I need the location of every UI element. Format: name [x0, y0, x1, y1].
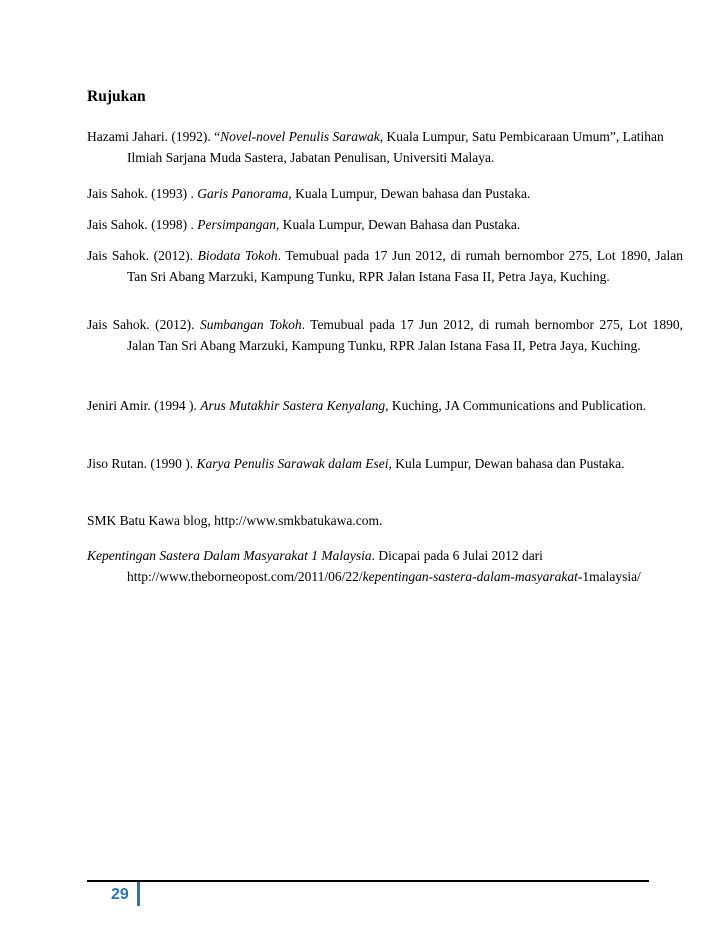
reference-title: Karya Penulis Sarawak dalam Esei: [196, 456, 389, 471]
reference-text: Jais Sahok. (1998) .: [87, 217, 198, 232]
footer-rule: [87, 880, 649, 882]
reference-title: Arus Mutakhir Sastera Kenyalang: [200, 398, 386, 413]
reference-entry-smk-blog: [87, 510, 683, 531]
reference-text: Hazami Jahari. (1992). “: [87, 129, 221, 144]
reference-title: Garis Panorama: [197, 186, 289, 201]
reference-text: Jais Sahok. (1993) .: [87, 186, 198, 201]
reference-entry-jeniri: [87, 395, 683, 416]
reference-entry-jais-2012-sumbangan: [87, 314, 683, 356]
reference-entry-jais-1998: [87, 214, 683, 235]
reference-text: . Temubual pada 17 Jun 2012, di rumah bernombor 275, Lot 1890, Jalan Tan Sri Abang Marzuki, Kampung Tunku, RPR Jalan Istana Fasa II, Petra Jaya, Kuching.: [127, 248, 683, 284]
reference-text: Jiso Rutan. (1990 ).: [87, 456, 197, 471]
reference-text: , Kula Lumpur, Dewan bahasa dan Pustaka.: [388, 456, 625, 471]
reference-title: Biodata Tokoh: [197, 248, 278, 263]
reference-url-italic: kepentingan-sastera-dalam-masyarakat-: [362, 569, 583, 584]
reference-entry-jais-1993: [87, 183, 683, 204]
reference-text: , Kuching, JA Communications and Publication.: [385, 398, 647, 413]
reference-text: . Dicapai pada 6 Julai 2012 dari http://www.theborneopost.com/2011/06/22/: [127, 548, 543, 584]
reference-title: Persimpangan,: [197, 217, 280, 232]
reference-text: Kuala Lumpur, Dewan Bahasa dan Pustaka.: [279, 217, 521, 232]
reference-text: Jeniri Amir. (1994 ).: [87, 398, 201, 413]
reference-text: Jais Sahok. (2012).: [87, 248, 198, 263]
references-heading: Rujukan: [87, 88, 146, 105]
reference-text: , Kuala Lumpur, Dewan bahasa dan Pustaka.: [288, 186, 531, 201]
reference-title: Sumbangan Tokoh: [199, 317, 302, 332]
page-number-divider: [137, 882, 140, 906]
reference-title: Novel-novel Penulis Sarawak: [220, 129, 380, 144]
reference-entry-jais-2012-biodata: [87, 245, 683, 287]
reference-text: , Kuala Lumpur, Satu Pembicaraan Umum”, Latihan Ilmiah Sarjana Muda Sastera, Jabatan Penulisan, Universiti Malaya.: [127, 129, 664, 165]
page-number: 29: [111, 886, 129, 903]
reference-text: Jais Sahok. (2012).: [87, 317, 200, 332]
reference-entry-jiso: [87, 453, 683, 474]
reference-text: 1malaysia/: [582, 569, 641, 584]
reference-text: SMK Batu Kawa blog, http://www.smkbatukawa.com.: [87, 513, 383, 528]
reference-title: Kepentingan Sastera Dalam Masyarakat 1 Malaysia: [87, 548, 372, 563]
reference-entry-hazami: [87, 126, 683, 168]
reference-entry-kepentingan: [87, 545, 683, 587]
reference-text: . Temubual pada 17 Jun 2012, di rumah bernombor 275, Lot 1890, Jalan Tan Sri Abang Marzuki, Kampung Tunku, RPR Jalan Istana Fasa II, Petra Jaya, Kuching.: [127, 317, 683, 353]
